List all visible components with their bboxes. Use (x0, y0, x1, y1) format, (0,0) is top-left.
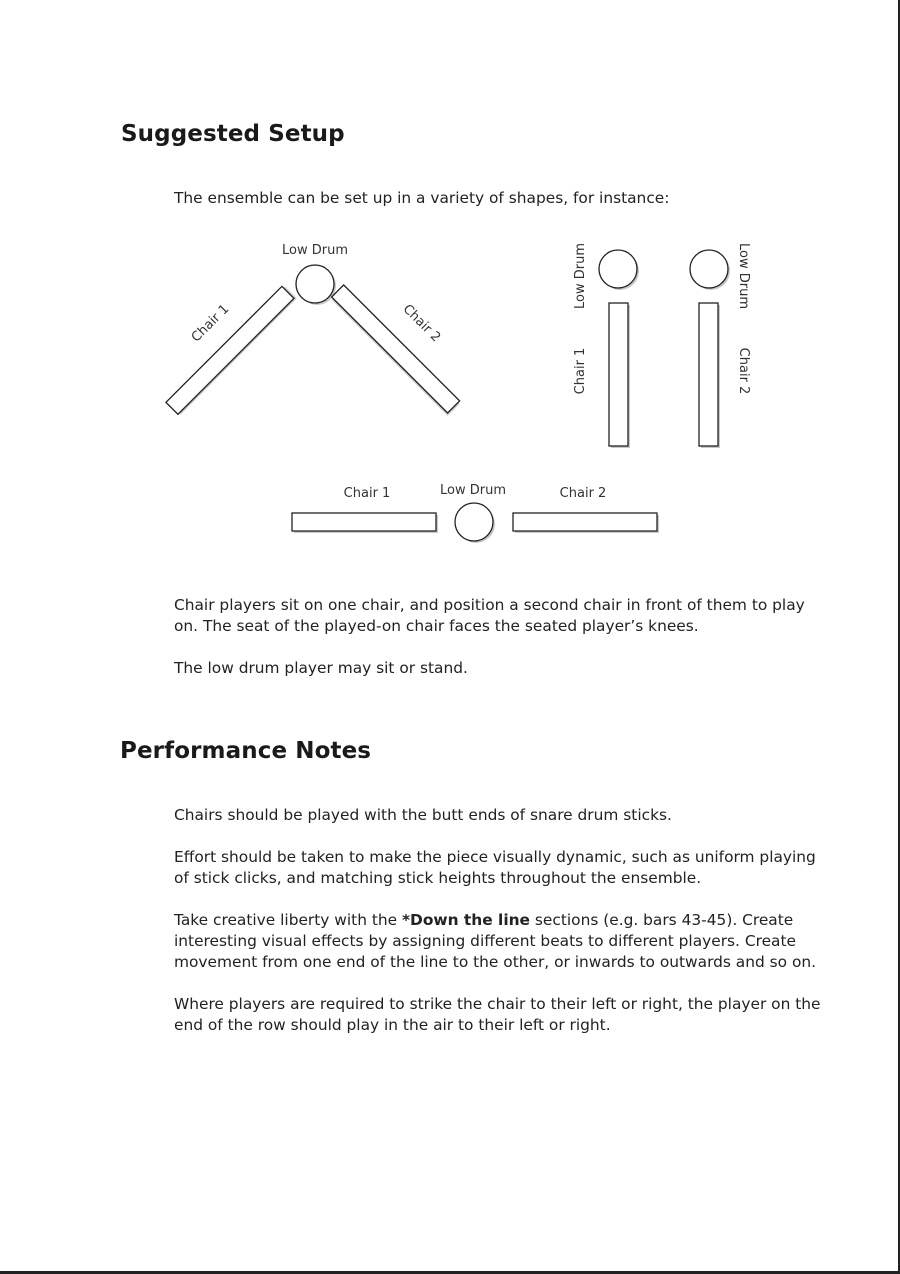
performance-note-3-line-2: interesting visual effects by assigning different beats to different players. Create (174, 932, 796, 950)
setup-paragraph-2: The low drum player may sit or stand. (174, 659, 468, 677)
line-chair-1 (292, 513, 436, 531)
v-chair-1 (166, 286, 294, 414)
parallel-chair-1-label: Chair 1 (573, 347, 588, 395)
down-the-line-label: *Down the line (402, 911, 530, 929)
line-low-drum (455, 503, 493, 541)
setup-paragraph-1-line-1: Chair players sit on one chair, and position a second chair in front of them to play (174, 596, 805, 614)
parallel-drum-right-label: Low Drum (736, 243, 751, 309)
setup-paragraph-1 (174, 595, 834, 637)
parallel-setup (573, 243, 751, 448)
line-setup (292, 483, 659, 543)
line-chair-1-label: Chair 1 (343, 486, 391, 501)
performance-note-4-line-2: end of the row should play in the air to their left or right. (174, 1016, 611, 1034)
v-chair-1-label: Chair 1 (188, 301, 233, 346)
performance-note-3-line-3: movement from one end of the line to the other, or inwards to outwards and so on. (174, 953, 817, 971)
parallel-chair-2-label: Chair 2 (736, 347, 751, 395)
parallel-low-drum-right (690, 250, 728, 288)
performance-note-3-suffix: sections (e.g. bars 43-45). Create (530, 911, 794, 929)
suggested-setup-heading: Suggested Setup (121, 121, 345, 147)
v-chair-2-label: Chair 2 (399, 301, 444, 346)
setup-intro: The ensemble can be set up in a variety of shapes, for instance: (174, 189, 670, 207)
v-drum-label: Low Drum (282, 243, 348, 258)
performance-notes-heading: Performance Notes (120, 738, 372, 764)
performance-note-4-line-1: Where players are required to strike the chair to their left or right, the player on the (174, 995, 821, 1013)
performance-note-3-prefix: Take creative liberty with the (174, 911, 402, 929)
v-low-drum (296, 265, 334, 303)
parallel-drum-left-label: Low Drum (573, 243, 588, 309)
line-drum-label: Low Drum (440, 483, 506, 498)
line-chair-2 (513, 513, 657, 531)
parallel-chair-2 (699, 303, 718, 446)
v-chair-2 (332, 285, 460, 413)
performance-note-2-line-2: of stick clicks, and matching stick heights throughout the ensemble. (174, 869, 702, 887)
performance-note-2 (174, 847, 834, 889)
performance-note-2-line-1: Effort should be taken to make the piece visually dynamic, such as uniform playing (174, 848, 816, 866)
v-shape-setup (166, 243, 461, 416)
parallel-chair-1 (609, 303, 628, 446)
parallel-low-drum-left (599, 250, 637, 288)
performance-note-1: Chairs should be played with the butt ends of snare drum sticks. (174, 806, 672, 824)
performance-note-4 (174, 994, 834, 1036)
setup-paragraph-1-line-2: on. The seat of the played-on chair faces the seated player’s knees. (174, 617, 699, 635)
line-chair-2-label: Chair 2 (559, 486, 607, 501)
setup-diagram (0, 0, 900, 560)
performance-note-3 (174, 910, 834, 973)
